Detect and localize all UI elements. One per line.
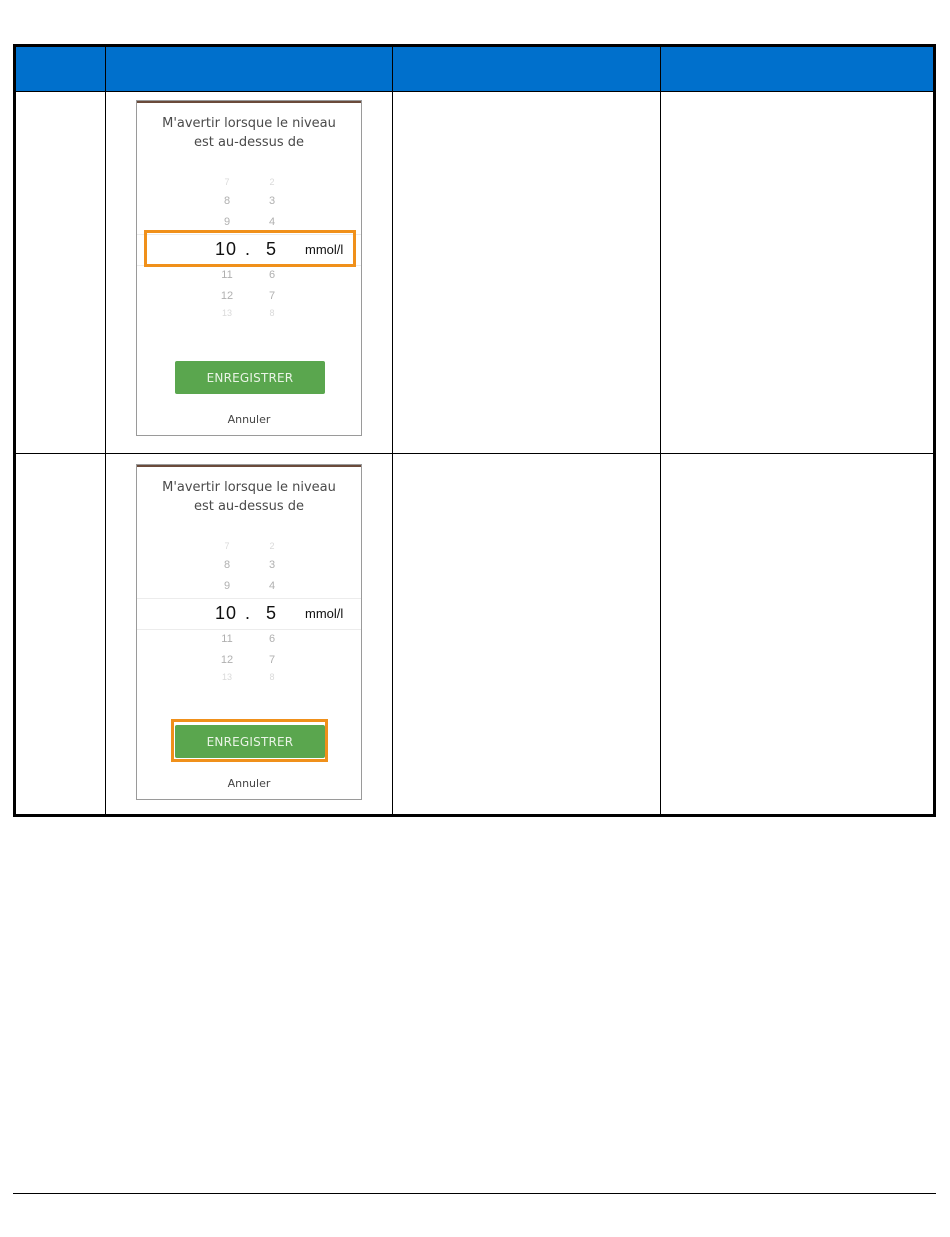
header-cell xyxy=(106,46,393,92)
step-cell xyxy=(15,454,106,816)
screenshot-cell xyxy=(106,92,393,454)
wheel-row[interactable] xyxy=(137,290,361,310)
wheel-row[interactable] xyxy=(137,654,361,674)
wheel-integer: 7 xyxy=(224,177,230,187)
cancel-link[interactable]: Annuler xyxy=(227,777,271,790)
save-button[interactable]: ENREGISTRER xyxy=(175,361,325,394)
status-bar xyxy=(137,465,361,467)
phone-screen xyxy=(136,464,362,800)
wheel-integer: 12 xyxy=(220,654,234,666)
prompt-line: est au-dessus de xyxy=(193,135,305,150)
selected-decimal: 5 xyxy=(266,239,277,259)
decimal-separator: . xyxy=(245,603,251,623)
prompt-line: M'avertir lorsque le niveau xyxy=(162,116,336,131)
wheel-decimal: 2 xyxy=(269,541,275,551)
wheel-row[interactable] xyxy=(137,672,361,692)
phone-screen xyxy=(136,100,362,436)
wheel-decimal: 3 xyxy=(268,559,276,571)
instruction-table xyxy=(13,44,936,817)
wheel-decimal: 7 xyxy=(268,654,276,666)
notes-cell xyxy=(661,454,935,816)
selected-value-row[interactable] xyxy=(137,598,361,630)
wheel-integer: 11 xyxy=(221,633,233,645)
description-cell xyxy=(393,92,661,454)
header-cell xyxy=(15,46,106,92)
wheel-integer: 11 xyxy=(221,269,233,281)
alert-prompt xyxy=(137,478,361,516)
wheel-row[interactable] xyxy=(137,559,361,579)
notes-cell xyxy=(661,92,935,454)
cancel-link[interactable]: Annuler xyxy=(227,413,271,426)
wheel-integer: 9 xyxy=(223,580,231,592)
header-cell xyxy=(661,46,935,92)
wheel-decimal: 8 xyxy=(269,672,275,682)
prompt-line: est au-dessus de xyxy=(193,499,305,514)
prompt-line: M'avertir lorsque le niveau xyxy=(162,480,336,495)
wheel-integer: 9 xyxy=(223,216,231,228)
selected-integer: 10 xyxy=(215,239,238,259)
wheel-row[interactable] xyxy=(137,269,361,289)
wheel-decimal: 6 xyxy=(268,269,276,281)
wheel-decimal: 3 xyxy=(268,195,276,207)
wheel-integer: 12 xyxy=(220,290,234,302)
wheel-row[interactable] xyxy=(137,308,361,328)
wheel-integer: 13 xyxy=(221,672,232,682)
wheel-decimal: 2 xyxy=(269,177,275,187)
selected-decimal: 5 xyxy=(266,603,277,623)
table-row xyxy=(15,454,935,816)
wheel-decimal: 7 xyxy=(268,290,276,302)
highlight-box xyxy=(144,230,356,267)
description-cell xyxy=(393,454,661,816)
selected-integer: 10 xyxy=(215,603,238,623)
step-cell xyxy=(15,92,106,454)
wheel-decimal: 8 xyxy=(269,308,275,318)
decimal-separator: . xyxy=(245,239,251,259)
header-cell xyxy=(393,46,661,92)
wheel-integer: 8 xyxy=(223,195,231,207)
highlight-box xyxy=(171,719,328,762)
wheel-integer: 8 xyxy=(223,559,231,571)
unit-label: mmol/l xyxy=(305,242,344,257)
wheel-decimal: 4 xyxy=(268,580,276,592)
alert-prompt xyxy=(137,114,361,152)
screenshot-cell xyxy=(106,454,393,816)
wheel-decimal: 4 xyxy=(268,216,276,228)
wheel-row[interactable] xyxy=(137,177,361,197)
status-bar xyxy=(137,101,361,103)
footer-divider xyxy=(13,1193,936,1194)
wheel-row[interactable] xyxy=(137,580,361,600)
wheel-row[interactable] xyxy=(137,195,361,215)
save-button[interactable]: ENREGISTRER xyxy=(175,725,325,758)
wheel-decimal: 6 xyxy=(268,633,276,645)
wheel-integer: 7 xyxy=(224,541,230,551)
wheel-integer: 13 xyxy=(221,308,232,318)
unit-label: mmol/l xyxy=(305,606,344,621)
table-header-row xyxy=(15,46,935,92)
table-row xyxy=(15,92,935,454)
wheel-row[interactable] xyxy=(137,633,361,653)
wheel-row[interactable] xyxy=(137,541,361,561)
